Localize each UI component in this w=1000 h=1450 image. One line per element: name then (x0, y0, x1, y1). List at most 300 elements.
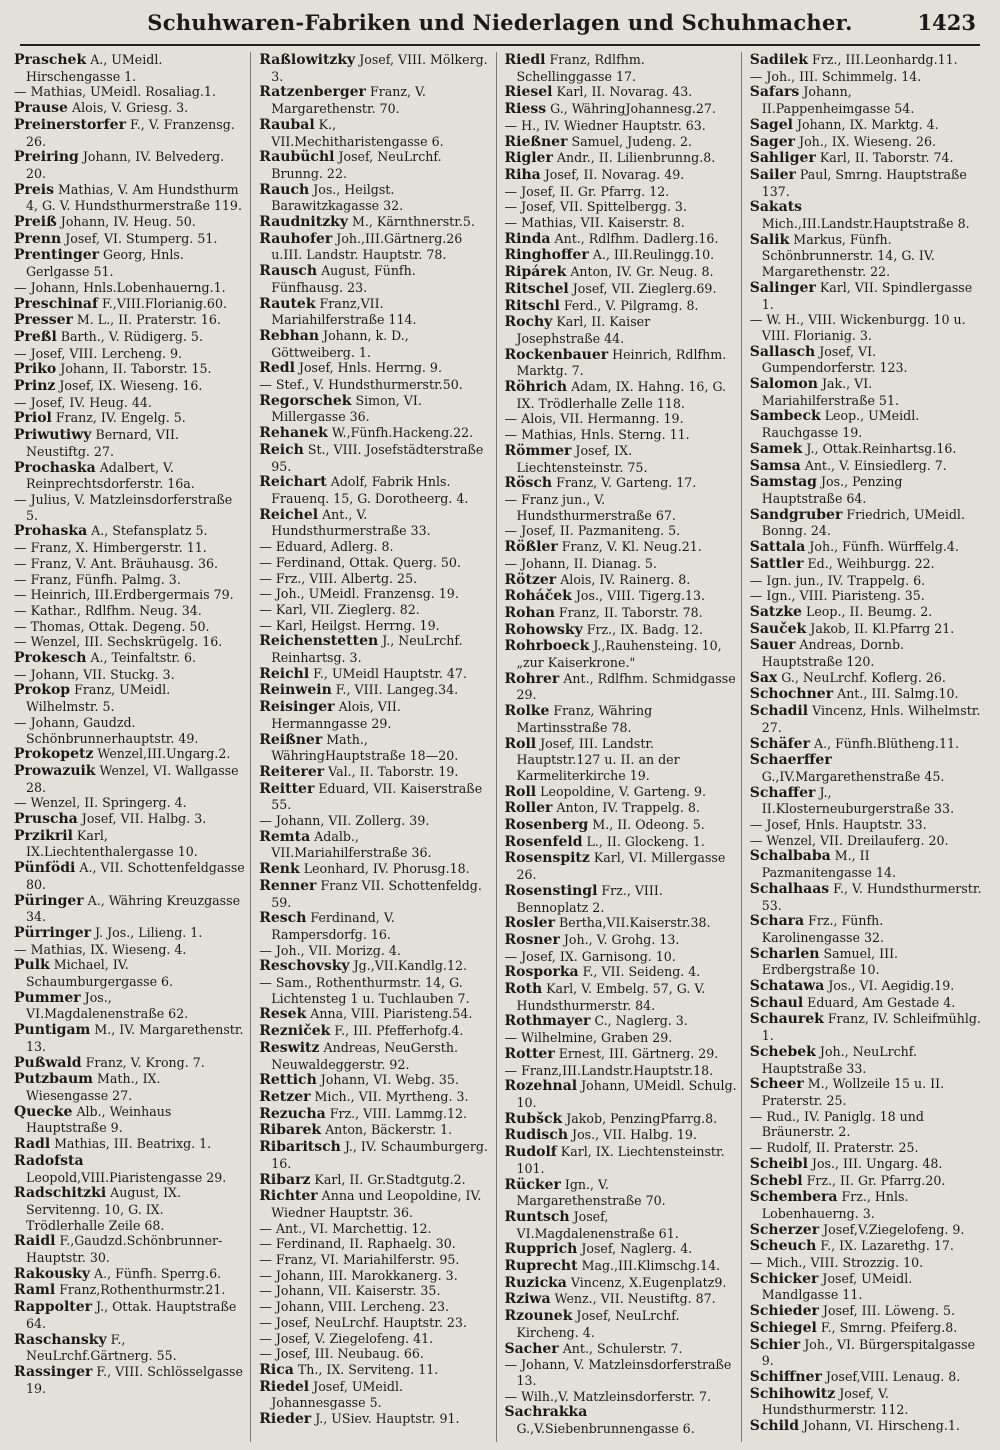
entry-name: Rudisch (504, 1127, 569, 1144)
entry-text: Ant., Rdlfhm. Dadlerg.16. (554, 230, 719, 246)
directory-entry (505, 1127, 737, 1144)
entry-text: Wenzel, VI. Wallgasse 28. (26, 762, 239, 795)
entry-name: Rosenfeld (504, 833, 583, 850)
entry-name: Riess (504, 101, 547, 118)
directory-entry (750, 474, 982, 506)
entry-name: Schier (749, 1336, 801, 1353)
directory-entry (14, 587, 246, 603)
entry-name: Rzounek (504, 1308, 573, 1325)
column-1 (14, 52, 251, 1442)
entry-name: Reichart (259, 474, 327, 491)
directory-entry (14, 410, 246, 427)
directory-entry (750, 588, 982, 604)
directory-entry (259, 910, 491, 942)
directory-entry (259, 571, 491, 587)
entry-text: Franz, V. Margarethenstr. 70. (271, 84, 426, 117)
directory-entry (14, 572, 246, 588)
directory-entry (259, 1299, 491, 1315)
directory-entry (505, 1291, 737, 1308)
entry-name: Runtsch (504, 1208, 570, 1225)
entry-text: Jos., Heilgst. Barawitzkagasse 32. (271, 181, 404, 214)
entry-text: F., VII. Seideng. 4. (582, 964, 701, 980)
directory-entry (750, 670, 982, 687)
directory-entry (505, 84, 737, 101)
entry-name: Schäfer (749, 735, 810, 752)
entry-text: Josef, III. Landstr. Hauptstr.127 u. II. an der Karmeliterkirche 19. (516, 735, 680, 783)
directory-entry (14, 149, 246, 181)
entry-text: — Wenzel, VII. Dreilauferg. 20. (749, 832, 949, 848)
entry-text: — Franz jun., V. Hundsthurmerstraße 67. (504, 491, 676, 523)
directory-entry (505, 1389, 737, 1405)
entry-name: Ritschel (504, 280, 569, 297)
directory-entry (750, 913, 982, 945)
directory-entry (750, 1011, 982, 1043)
entry-text: Ant., V. Hundsthurmerstraße 33. (271, 506, 431, 539)
entry-text: — Josef, V. Ziegelofeng. 41. (259, 1330, 434, 1346)
directory-entry (259, 764, 491, 781)
entry-text: — Johann, Hnls.Lobenhauerng.1. (14, 279, 226, 295)
directory-entry (259, 1379, 491, 1411)
directory-entry (14, 117, 246, 149)
entry-text: August, Fünfh. Fünfhausg. 23. (271, 263, 416, 295)
directory-entry (14, 100, 246, 117)
directory-entry (14, 346, 246, 362)
directory-entry (14, 1282, 246, 1299)
directory-entry (259, 618, 491, 634)
entry-text: — Thomas, Ottak. Degeng. 50. (14, 618, 210, 634)
directory-entry (505, 1404, 737, 1436)
entry-name: Sauer (749, 637, 796, 654)
entry-text: — Josef, II. Gr. Pfarrg. 12. (504, 183, 670, 199)
directory-entry (259, 1221, 491, 1237)
entry-name: Sagel (749, 116, 793, 133)
directory-entry (750, 848, 982, 880)
directory-entry (505, 1341, 737, 1358)
entry-text: Franz, II. Taborstr. 78. (558, 604, 703, 620)
directory-entry (259, 328, 491, 360)
entry-text: Frz., VIII. Lammg.12. (329, 1105, 467, 1121)
directory-entry (14, 395, 246, 411)
entry-name: Pruscha (14, 811, 78, 828)
directory-entry (14, 925, 246, 942)
directory-entry (14, 329, 246, 346)
entry-text: Adalb., VII.Mariahilferstraße 36. (271, 828, 432, 861)
directory-entry (505, 638, 737, 670)
entry-text: — Wenzel, III. Sechskrügelg. 16. (14, 634, 223, 650)
entry-name: Prenn (14, 230, 62, 247)
directory-entry (750, 978, 982, 995)
entry-name: Scheuch (749, 1238, 817, 1255)
entry-text: Johann, VI. Webg. 35. (320, 1072, 459, 1088)
entry-name: Reinwein (259, 682, 332, 699)
entry-text: Josef, Naglerg. 4. (581, 1241, 693, 1257)
directory-entry (259, 1122, 491, 1139)
page-number: 1423 (917, 10, 976, 35)
entry-name: Roháček (504, 588, 572, 605)
entry-text: Adam, IX. Hahng. 16, G. IX. Trödlerhalle Zelle 118. (516, 379, 727, 411)
directory-entry (505, 150, 737, 167)
entry-name: Reißner (259, 731, 323, 748)
entry-name: Rauhofer (259, 230, 333, 247)
directory-entry (259, 1283, 491, 1299)
entry-text: Mathias, V. Am Hundsthurm 4, G. V. Hundsthurmerstraße 119. (26, 181, 242, 214)
directory-entry (505, 411, 737, 427)
directory-entry (14, 811, 246, 828)
entry-text: F., IX. Lazarethg. 17. (820, 1238, 954, 1254)
directory-entry (505, 347, 737, 379)
entry-name: Rohowsky (504, 621, 583, 638)
directory-entry (14, 492, 246, 523)
entry-text: Heinrich, Rdlfhm. Marktg. 7. (516, 346, 727, 379)
directory-entry (505, 915, 737, 932)
entry-name: Rotter (504, 1045, 555, 1062)
entry-name: Röhrich (504, 379, 568, 396)
directory-entry (750, 1255, 982, 1271)
entry-text: — Mathias, VII. Kaiserstr. 8. (504, 215, 685, 231)
directory-entry (750, 1044, 982, 1076)
entry-name: Raschansky (14, 1331, 107, 1348)
entry-text: Samuel, III. Erdbergstraße 10. (761, 945, 899, 978)
entry-name: Przikril (14, 827, 73, 844)
entry-text: Georg, Hnls. Gerlgasse 51. (26, 247, 184, 280)
entry-name: Sailer (749, 166, 796, 183)
entry-name: Roller (504, 800, 553, 817)
directory-entry (505, 1177, 737, 1209)
entry-name: Salik (749, 231, 790, 248)
directory-entry (259, 231, 491, 263)
entry-text: Barth., V. Rüdigerg. 5. (60, 328, 203, 344)
directory-entry (14, 634, 246, 650)
entry-text: Ernest, III. Gärtnerg. 29. (558, 1045, 719, 1061)
entry-name: Schaurek (749, 1011, 824, 1028)
entry-text: Ed., Weihburgg. 22. (807, 555, 935, 571)
directory-entry (505, 379, 737, 411)
directory-entry (505, 964, 737, 981)
entry-name: Prokop (14, 682, 71, 699)
entry-text: F., VIII. Langeg.34. (335, 682, 459, 698)
entry-text: — Mathias, UMeidl. Rosaliag.1. (14, 84, 216, 100)
entry-text: Ign., V. Margarethenstraße 70. (516, 1176, 666, 1209)
entry-text: — Frz., VIII. Albertg. 25. (259, 570, 418, 586)
directory-entry (750, 458, 982, 475)
entry-text: Mathias, III. Beatrixg. 1. (54, 1136, 212, 1152)
entry-text: F., III. Pfefferhofg.4. (334, 1023, 464, 1039)
directory-entry (14, 312, 246, 329)
entry-name: Rehanek (259, 425, 328, 442)
directory-entry (505, 281, 737, 298)
directory-entry (750, 881, 982, 913)
directory-entry (14, 182, 246, 214)
entry-name: Sallasch (749, 343, 816, 360)
directory-entry (259, 666, 491, 683)
entry-name: Sattala (749, 539, 806, 556)
entry-text: J. Jos., Lilieng. 1. (95, 924, 203, 940)
entry-text: J., Ottak. Hauptstraße 64. (26, 1299, 237, 1331)
entry-text: — Joh., III. Schimmelg. 14. (749, 68, 922, 84)
entry-text: M., Wollzeile 15 u. II. Praterstr. 25. (761, 1076, 945, 1108)
entry-name: Schalbaba (749, 848, 831, 865)
directory-entry (750, 1369, 982, 1386)
entry-text: Franz, Währing Martinsstraße 78. (516, 703, 653, 735)
directory-entry (259, 1315, 491, 1331)
entry-text: Karl, II. Taborstr. 74. (819, 150, 954, 166)
entry-text: Alois, V. Griesg. 3. (71, 100, 189, 116)
entry-name: Rosenstingl (504, 882, 598, 899)
entry-text: Vincenz, X.Eugenplatz9. (570, 1274, 727, 1290)
entry-text: A., Währing Kreuzgasse 34. (26, 892, 241, 925)
entry-name: Rösch (504, 475, 553, 492)
entry-name: Schaul (749, 994, 804, 1011)
entry-text: — Stef., V. Hundsthurmerstr.50. (259, 377, 463, 393)
entry-name: Prokopetz (14, 746, 94, 763)
entry-text: Franz, IV. Schleifmühlg. 1. (761, 1011, 981, 1044)
entry-text: — Wenzel, II. Springerg. 4. (14, 795, 187, 811)
directory-entry (14, 893, 246, 925)
entry-name: Priwutiwy (14, 427, 92, 444)
directory-entry (259, 474, 491, 506)
directory-entry (14, 990, 246, 1022)
directory-entry (750, 621, 982, 638)
directory-entry (14, 1233, 246, 1265)
entry-name: Regorschek (259, 392, 352, 409)
directory-entry (259, 1331, 491, 1347)
directory-entry (14, 84, 246, 100)
entry-name: Rupprich (504, 1241, 578, 1258)
directory-entry (259, 1411, 491, 1428)
entry-name: Preschinaf (14, 295, 98, 312)
entry-name: Safars (749, 84, 800, 101)
directory-entry (259, 360, 491, 377)
entry-text: Frz., VIII. Bennoplatz 2. (516, 882, 663, 915)
entry-name: Schadil (749, 703, 809, 720)
directory-entry (14, 247, 246, 279)
entry-text: G.,V.Siebenbrunnengasse 6. (516, 1421, 695, 1437)
entry-name: Ritschl (504, 297, 560, 314)
entry-text: F.,Gaudzd.Schönbrunner-Hauptstr. 30. (26, 1233, 223, 1266)
entry-text: Franz,Rothenthurmstr.21. (59, 1282, 226, 1298)
directory-entry (505, 883, 737, 915)
directory-entry (505, 834, 737, 851)
entry-name: Schieder (749, 1303, 819, 1320)
entry-name: Rosenberg (504, 817, 589, 834)
entry-text: Franz, Rdlfhm. Schellinggasse 17. (516, 52, 645, 84)
entry-name: Priol (14, 410, 52, 427)
entry-text: Ant., Rdlfhm. Schmidgasse 29. (516, 670, 736, 703)
directory-entry (14, 361, 246, 378)
entry-text: Wenzel,III.Ungarg.2. (97, 746, 231, 762)
directory-entry (750, 995, 982, 1012)
entry-text: Josef, UMeidl. Mandlgasse 11. (761, 1270, 913, 1303)
entry-name: Raubüchl (259, 149, 335, 166)
entry-text: — Johann, II. Dianag. 5. (504, 555, 657, 571)
directory-entry (505, 134, 737, 151)
entry-name: Preinerstorfer (14, 116, 126, 133)
entry-text: Josef, IX. Wieseng. 16. (59, 378, 203, 394)
entry-name: Samstag (749, 474, 817, 491)
directory-entry (505, 184, 737, 200)
entry-name: Scheibl (749, 1155, 808, 1172)
entry-name: Resek (259, 1006, 307, 1023)
directory-entry (14, 1153, 246, 1185)
entry-text: — Franz, Fünfh. Palmg. 3. (14, 571, 181, 587)
entry-text: — Josef, III. Neubaug. 66. (259, 1346, 424, 1362)
entry-name: Richter (259, 1188, 318, 1205)
entry-text: L., II. Glockeng. 1. (586, 833, 705, 849)
entry-text: Leonhard, IV. Phorusg.18. (303, 861, 470, 877)
directory-entry (505, 1209, 737, 1241)
directory-entry (259, 1172, 491, 1189)
directory-entry (750, 637, 982, 669)
directory-entry (750, 785, 982, 817)
entry-text: Jakob, PenzingPfarrg.8. (566, 1110, 718, 1126)
entry-text: Frz., IX. Badg. 12. (586, 621, 704, 637)
directory-entry (750, 1303, 982, 1320)
entry-text: Math., WähringHauptstraße 18—20. (271, 731, 459, 764)
entry-name: Raidl (14, 1233, 56, 1250)
directory-entry (505, 1258, 737, 1275)
entry-text: J., IV. Schaumburgerg. 16. (271, 1139, 488, 1171)
entry-text: Math., IX. Wiesengasse 27. (26, 1071, 161, 1103)
entry-name: Schiegel (749, 1319, 817, 1336)
entry-name: Pulk (14, 957, 50, 974)
entry-name: Rica (259, 1361, 294, 1378)
entry-text: Jos., III. Ungarg. 48. (811, 1155, 943, 1171)
entry-text: Josef, UMeidl. Johannesgasse 5. (271, 1378, 403, 1411)
entry-text: Karl, IX.Liechtenthalergasse 10. (26, 827, 198, 860)
entry-name: Ratzenberger (259, 84, 366, 101)
entry-name: Ribarz (259, 1171, 311, 1188)
entry-name: Scharlen (749, 945, 820, 962)
entry-name: Renner (259, 877, 317, 894)
entry-text: — Franz, X. Himbergerstr. 11. (14, 540, 207, 556)
entry-text: M., II Pazmanitengasse 14. (761, 848, 896, 881)
directory-entry (505, 1013, 737, 1030)
directory-entry (750, 1386, 982, 1418)
directory-entry (14, 231, 246, 248)
directory-entry (14, 556, 246, 572)
entry-name: Rießner (504, 133, 568, 150)
entry-name: Rozehnal (504, 1078, 578, 1095)
entry-text: — Joh., UMeidl. Franzensg. 19. (259, 586, 459, 602)
directory-entry (259, 507, 491, 539)
entry-text: Wenz., VII. Neustiftg. 87. (554, 1291, 716, 1307)
entry-name: Rezucha (259, 1105, 326, 1122)
entry-name: Schihowitz (749, 1385, 836, 1402)
entry-text: Eduard, Am Gestade 4. (807, 994, 956, 1010)
directory-entry (505, 1308, 737, 1340)
entry-text: Alb., Weinhaus Hauptstraße 9. (26, 1103, 172, 1136)
entry-text: Simon, VI. Millergasse 36. (271, 392, 422, 425)
entry-text: Franz,VII. Mariahilferstraße 114. (271, 295, 417, 328)
entry-text: Alois, IV. Rainerg. 8. (560, 571, 691, 587)
entry-text: — Ferdinand, Ottak. Querg. 50. (259, 554, 461, 570)
entry-name: Schochner (749, 686, 834, 703)
directory-entry (14, 1299, 246, 1331)
entry-text: K., VII.Mechitharistengasse 6. (271, 116, 444, 149)
directory-entry (750, 1189, 982, 1221)
directory-entry (750, 1418, 982, 1435)
directory-entry (750, 84, 982, 116)
entry-name: Puntigam (14, 1022, 91, 1039)
directory-entry (505, 314, 737, 346)
entry-text: — Julius, V. Matzleinsdorferstraße 5. (14, 491, 233, 523)
entry-name: Scheer (749, 1076, 804, 1093)
entry-name: Rubšck (504, 1110, 563, 1127)
entry-name: Ringhoffer (504, 247, 589, 264)
entry-text: — Kathar., Rdlfhm. Neug. 34. (14, 602, 202, 618)
entry-name: Schatawa (749, 978, 825, 995)
directory-entry (14, 603, 246, 619)
entry-text: G.,IV.Margarethenstraße 45. (761, 768, 945, 784)
directory-entry (259, 214, 491, 231)
directory-entry (259, 425, 491, 442)
directory-entry (14, 460, 246, 492)
entry-name: Rappolter (14, 1299, 93, 1316)
directory-entry (14, 1104, 246, 1136)
directory-entry (259, 1139, 491, 1171)
directory-entry (259, 813, 491, 829)
entry-text: Josef, VIII. Mölkerg. 3. (271, 52, 488, 84)
directory-entry (259, 1089, 491, 1106)
entry-text: — Karl, VII. Zieglerg. 82. (259, 601, 420, 617)
entry-name: Sambeck (749, 408, 821, 425)
directory-entry (750, 1109, 982, 1140)
entry-text: Val., II. Taborstr. 19. (328, 763, 459, 779)
entry-name: Samsa (749, 457, 801, 474)
entry-text: Paul, Smrng. Hauptstraße 137. (761, 166, 967, 199)
entry-name: Renk (259, 861, 300, 878)
directory-entry (750, 1337, 982, 1369)
directory-entry (505, 572, 737, 589)
entry-text: — Rudolf, II. Praterstr. 25. (749, 1140, 919, 1156)
directory-entry (505, 427, 737, 443)
entry-name: Rieder (259, 1411, 312, 1428)
entry-text: Frz., II. Gr. Pfarrg.20. (806, 1172, 946, 1188)
entry-text: Jakob, II. Kl.Pfarrg 21. (810, 620, 955, 636)
entry-name: Radl (14, 1136, 51, 1153)
entry-name: Ripárek (504, 264, 567, 281)
entry-name: Quecke (14, 1103, 73, 1120)
directory-entry (750, 280, 982, 312)
entry-text: Johann, II. Taborstr. 15. (60, 361, 212, 377)
entry-text: Andr., II. Lilienbrunng.8. (556, 150, 716, 166)
directory-entry (259, 1236, 491, 1252)
entry-text: Jos., VI.Magdalenenstraße 62. (26, 989, 189, 1022)
directory-entry (505, 932, 737, 949)
directory-entry (505, 622, 737, 639)
directory-entry (259, 442, 491, 474)
entry-name: Riesel (504, 84, 553, 101)
entry-text: — Franz,III.Landstr.Hauptstr.18. (504, 1062, 714, 1078)
entry-text: Josef, V. Hundsthurmerstr. 112. (761, 1385, 909, 1418)
page-header (20, 0, 980, 46)
entry-text: — Wilh.,V. Matzleinsdorferstr. 7. (504, 1388, 712, 1404)
entry-name: Roll (504, 735, 537, 752)
directory-entry (505, 52, 737, 84)
entry-name: Sahliger (749, 150, 816, 167)
entry-text: Adalbert, V. Reinprechtsdorferstr. 16a. (26, 459, 195, 492)
directory-entry (750, 752, 982, 784)
entry-text: — Josef, Hnls. Hauptstr. 33. (749, 817, 927, 833)
entry-name: Rauch (259, 181, 310, 198)
directory-entry (14, 1266, 246, 1283)
directory-entry (505, 523, 737, 539)
directory-entry (259, 555, 491, 571)
directory-entry (505, 475, 737, 492)
entry-name: Presser (14, 312, 73, 329)
entry-text: Frz., Hnls. Lobenhauerng. 3. (761, 1189, 909, 1221)
entry-name: Rothmayer (504, 1013, 591, 1030)
